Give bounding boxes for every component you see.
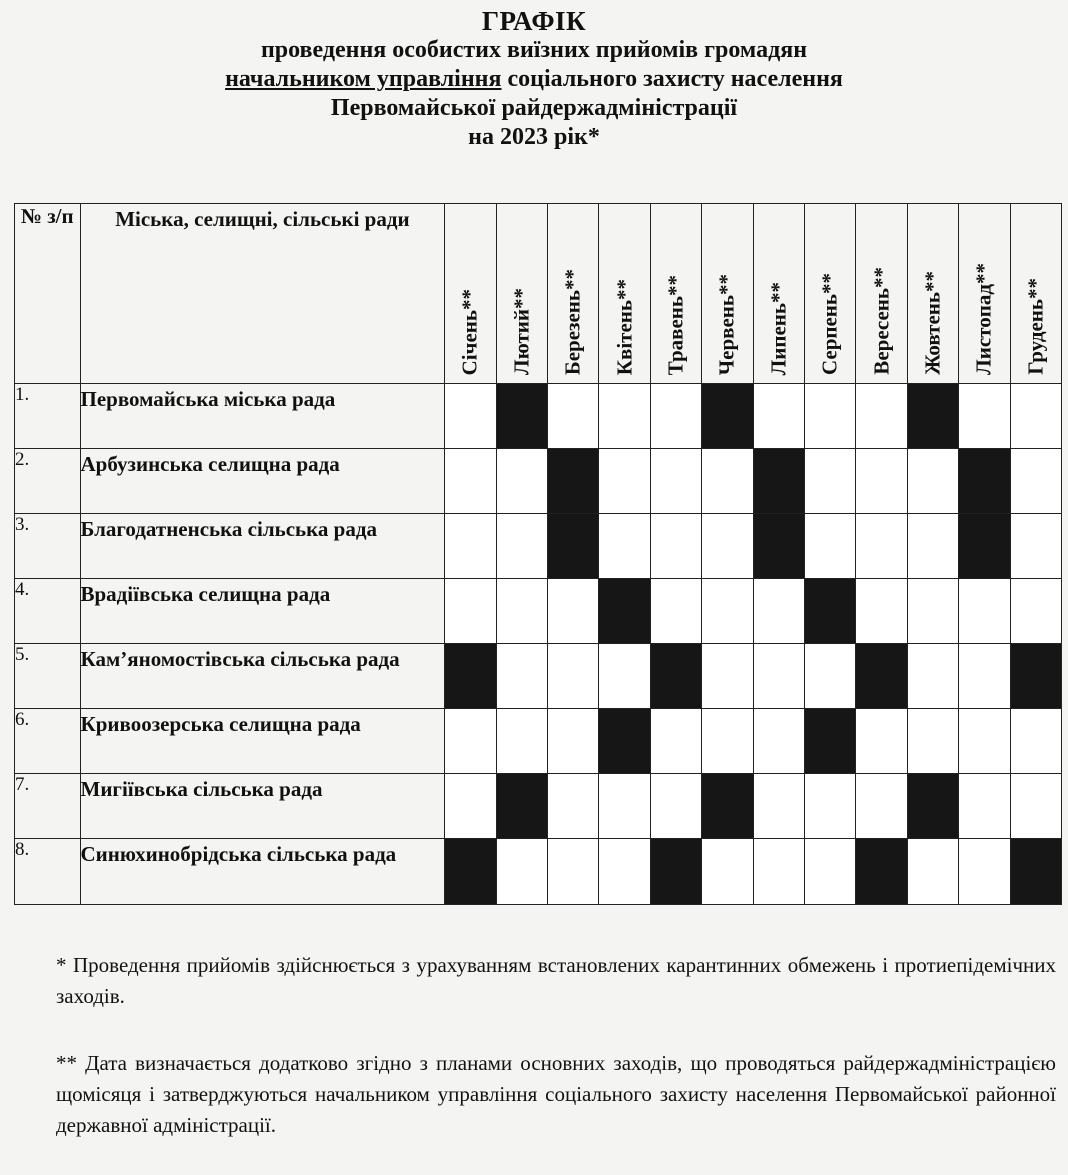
scheduled-cell xyxy=(1010,644,1061,709)
table-row xyxy=(15,384,1062,449)
empty-cell xyxy=(599,449,650,514)
empty-cell xyxy=(753,644,804,709)
empty-cell xyxy=(445,774,496,839)
empty-cell xyxy=(856,579,907,644)
column-header-month xyxy=(959,204,1010,384)
empty-cell xyxy=(548,384,599,449)
empty-cell xyxy=(1010,709,1061,774)
empty-cell xyxy=(650,774,701,839)
empty-cell xyxy=(1010,514,1061,579)
empty-cell xyxy=(805,644,856,709)
empty-cell xyxy=(959,384,1010,449)
scheduled-cell xyxy=(753,514,804,579)
scheduled-cell xyxy=(548,514,599,579)
column-header-month xyxy=(907,204,958,384)
empty-cell xyxy=(496,579,547,644)
empty-cell xyxy=(548,774,599,839)
column-header-month xyxy=(702,204,753,384)
scheduled-cell xyxy=(702,774,753,839)
month-label: Червень** xyxy=(714,273,739,375)
scheduled-cell xyxy=(599,579,650,644)
scheduled-cell xyxy=(856,644,907,709)
empty-cell xyxy=(907,579,958,644)
month-label: Січень** xyxy=(457,288,482,375)
empty-cell xyxy=(548,579,599,644)
empty-cell xyxy=(856,709,907,774)
table-row xyxy=(15,839,1062,905)
column-header-councils: Міська, селищні, сільські ради xyxy=(80,204,445,384)
row-number: 8. xyxy=(15,839,81,905)
empty-cell xyxy=(445,579,496,644)
scheduled-cell xyxy=(496,774,547,839)
month-label: Грудень** xyxy=(1023,278,1048,375)
row-number: 5. xyxy=(15,644,81,709)
empty-cell xyxy=(599,514,650,579)
table-header-row xyxy=(15,204,1062,384)
scheduled-cell xyxy=(650,839,701,905)
empty-cell xyxy=(650,384,701,449)
scheduled-cell xyxy=(702,384,753,449)
empty-cell xyxy=(805,514,856,579)
scheduled-cell xyxy=(856,839,907,905)
empty-cell xyxy=(1010,579,1061,644)
table-row xyxy=(15,644,1062,709)
subtitle-line-1: проведення особистих виїзних прийомів громадян xyxy=(260,37,808,63)
empty-cell xyxy=(496,449,547,514)
month-label: Вересень** xyxy=(869,267,894,375)
empty-cell xyxy=(753,839,804,905)
empty-cell xyxy=(753,579,804,644)
scheduled-cell xyxy=(1010,839,1061,905)
month-label: Лютий** xyxy=(509,288,534,375)
empty-cell xyxy=(445,449,496,514)
empty-cell xyxy=(548,709,599,774)
empty-cell xyxy=(650,514,701,579)
schedule-table xyxy=(14,203,1062,905)
empty-cell xyxy=(907,709,958,774)
empty-cell xyxy=(599,839,650,905)
footnote-date-determination: ** Дата визначається додатково згідно з планами основних заходів, що проводяться райдержадміністрацією щомісяця і затверджуються начальником управління соціального захисту населення Первомайської районної державної адміністрації. xyxy=(56,1051,1056,1137)
month-label: Квітень** xyxy=(612,278,637,375)
empty-cell xyxy=(1010,774,1061,839)
column-header-month xyxy=(548,204,599,384)
empty-cell xyxy=(702,514,753,579)
empty-cell xyxy=(599,384,650,449)
empty-cell xyxy=(856,384,907,449)
council-name: Мигіївська сільська рада xyxy=(80,774,445,839)
empty-cell xyxy=(650,709,701,774)
empty-cell xyxy=(599,774,650,839)
scheduled-cell xyxy=(496,384,547,449)
subtitle-line-4: на 2023 рік* xyxy=(468,124,600,150)
council-name: Врадіївська селищна рада xyxy=(80,579,445,644)
council-name: Благодатненська сільська рада xyxy=(80,514,445,579)
scheduled-cell xyxy=(445,839,496,905)
empty-cell xyxy=(753,774,804,839)
empty-cell xyxy=(959,709,1010,774)
scheduled-cell xyxy=(650,644,701,709)
scheduled-cell xyxy=(907,774,958,839)
table-row xyxy=(15,514,1062,579)
row-number: 6. xyxy=(15,709,81,774)
scheduled-cell xyxy=(445,644,496,709)
document-title: ГРАФІК xyxy=(481,6,587,36)
empty-cell xyxy=(805,839,856,905)
month-label: Липень** xyxy=(766,281,791,375)
subtitle-line-3: Первомайської райдержадміністрації xyxy=(330,95,738,121)
empty-cell xyxy=(959,774,1010,839)
empty-cell xyxy=(496,839,547,905)
empty-cell xyxy=(702,709,753,774)
scheduled-cell xyxy=(959,449,1010,514)
empty-cell xyxy=(959,644,1010,709)
footnote-quarantine: * Проведення прийомів здійснюється з урахуванням встановлених карантинних обмежень і протиепідемічних заходів. xyxy=(56,953,1056,1008)
empty-cell xyxy=(959,579,1010,644)
empty-cell xyxy=(753,709,804,774)
table-row xyxy=(15,709,1062,774)
column-header-month xyxy=(445,204,496,384)
scheduled-cell xyxy=(805,579,856,644)
column-header-month xyxy=(496,204,547,384)
empty-cell xyxy=(496,514,547,579)
empty-cell xyxy=(805,774,856,839)
empty-cell xyxy=(702,449,753,514)
empty-cell xyxy=(907,644,958,709)
council-name: Кривоозерська селищна рада xyxy=(80,709,445,774)
scheduled-cell xyxy=(907,384,958,449)
council-name: Первомайська міська рада xyxy=(80,384,445,449)
month-label: Березень** xyxy=(560,268,585,375)
empty-cell xyxy=(805,384,856,449)
scheduled-cell xyxy=(805,709,856,774)
scheduled-cell xyxy=(959,514,1010,579)
empty-cell xyxy=(445,709,496,774)
column-header-number: № з/п xyxy=(15,204,81,384)
council-name: Кам’яномостівська сільська рада xyxy=(80,644,445,709)
empty-cell xyxy=(548,644,599,709)
row-number: 2. xyxy=(15,449,81,514)
column-header-month xyxy=(856,204,907,384)
month-label: Жовтень** xyxy=(920,271,945,375)
council-name: Арбузинська селищна рада xyxy=(80,449,445,514)
row-number: 7. xyxy=(15,774,81,839)
empty-cell xyxy=(907,514,958,579)
empty-cell xyxy=(1010,449,1061,514)
empty-cell xyxy=(650,449,701,514)
empty-cell xyxy=(907,839,958,905)
column-header-month xyxy=(805,204,856,384)
empty-cell xyxy=(856,514,907,579)
month-label: Листопад** xyxy=(971,263,996,375)
table-row xyxy=(15,774,1062,839)
empty-cell xyxy=(856,774,907,839)
month-label: Травень** xyxy=(663,274,688,375)
empty-cell xyxy=(445,514,496,579)
column-header-month xyxy=(650,204,701,384)
column-header-month xyxy=(753,204,804,384)
scheduled-cell xyxy=(599,709,650,774)
empty-cell xyxy=(1010,384,1061,449)
subtitle-line-2 xyxy=(0,65,1068,94)
scheduled-cell xyxy=(548,449,599,514)
empty-cell xyxy=(548,839,599,905)
council-name: Синюхинобрідська сільська рада xyxy=(80,839,445,905)
empty-cell xyxy=(753,384,804,449)
empty-cell xyxy=(702,839,753,905)
table-row xyxy=(15,579,1062,644)
subtitle-underlined-text: начальником управління xyxy=(225,66,502,92)
empty-cell xyxy=(959,839,1010,905)
scheduled-cell xyxy=(753,449,804,514)
row-number: 4. xyxy=(15,579,81,644)
empty-cell xyxy=(496,709,547,774)
row-number: 1. xyxy=(15,384,81,449)
column-header-month xyxy=(1010,204,1061,384)
month-label: Серпень** xyxy=(817,272,842,375)
empty-cell xyxy=(496,644,547,709)
table-row xyxy=(15,449,1062,514)
document-header xyxy=(0,6,1068,152)
empty-cell xyxy=(599,644,650,709)
row-number: 3. xyxy=(15,514,81,579)
empty-cell xyxy=(856,449,907,514)
empty-cell xyxy=(805,449,856,514)
empty-cell xyxy=(907,449,958,514)
empty-cell xyxy=(445,384,496,449)
empty-cell xyxy=(702,644,753,709)
empty-cell xyxy=(702,579,753,644)
empty-cell xyxy=(650,579,701,644)
column-header-month xyxy=(599,204,650,384)
subtitle-line-2-rest: соціального захисту населення xyxy=(501,66,843,92)
